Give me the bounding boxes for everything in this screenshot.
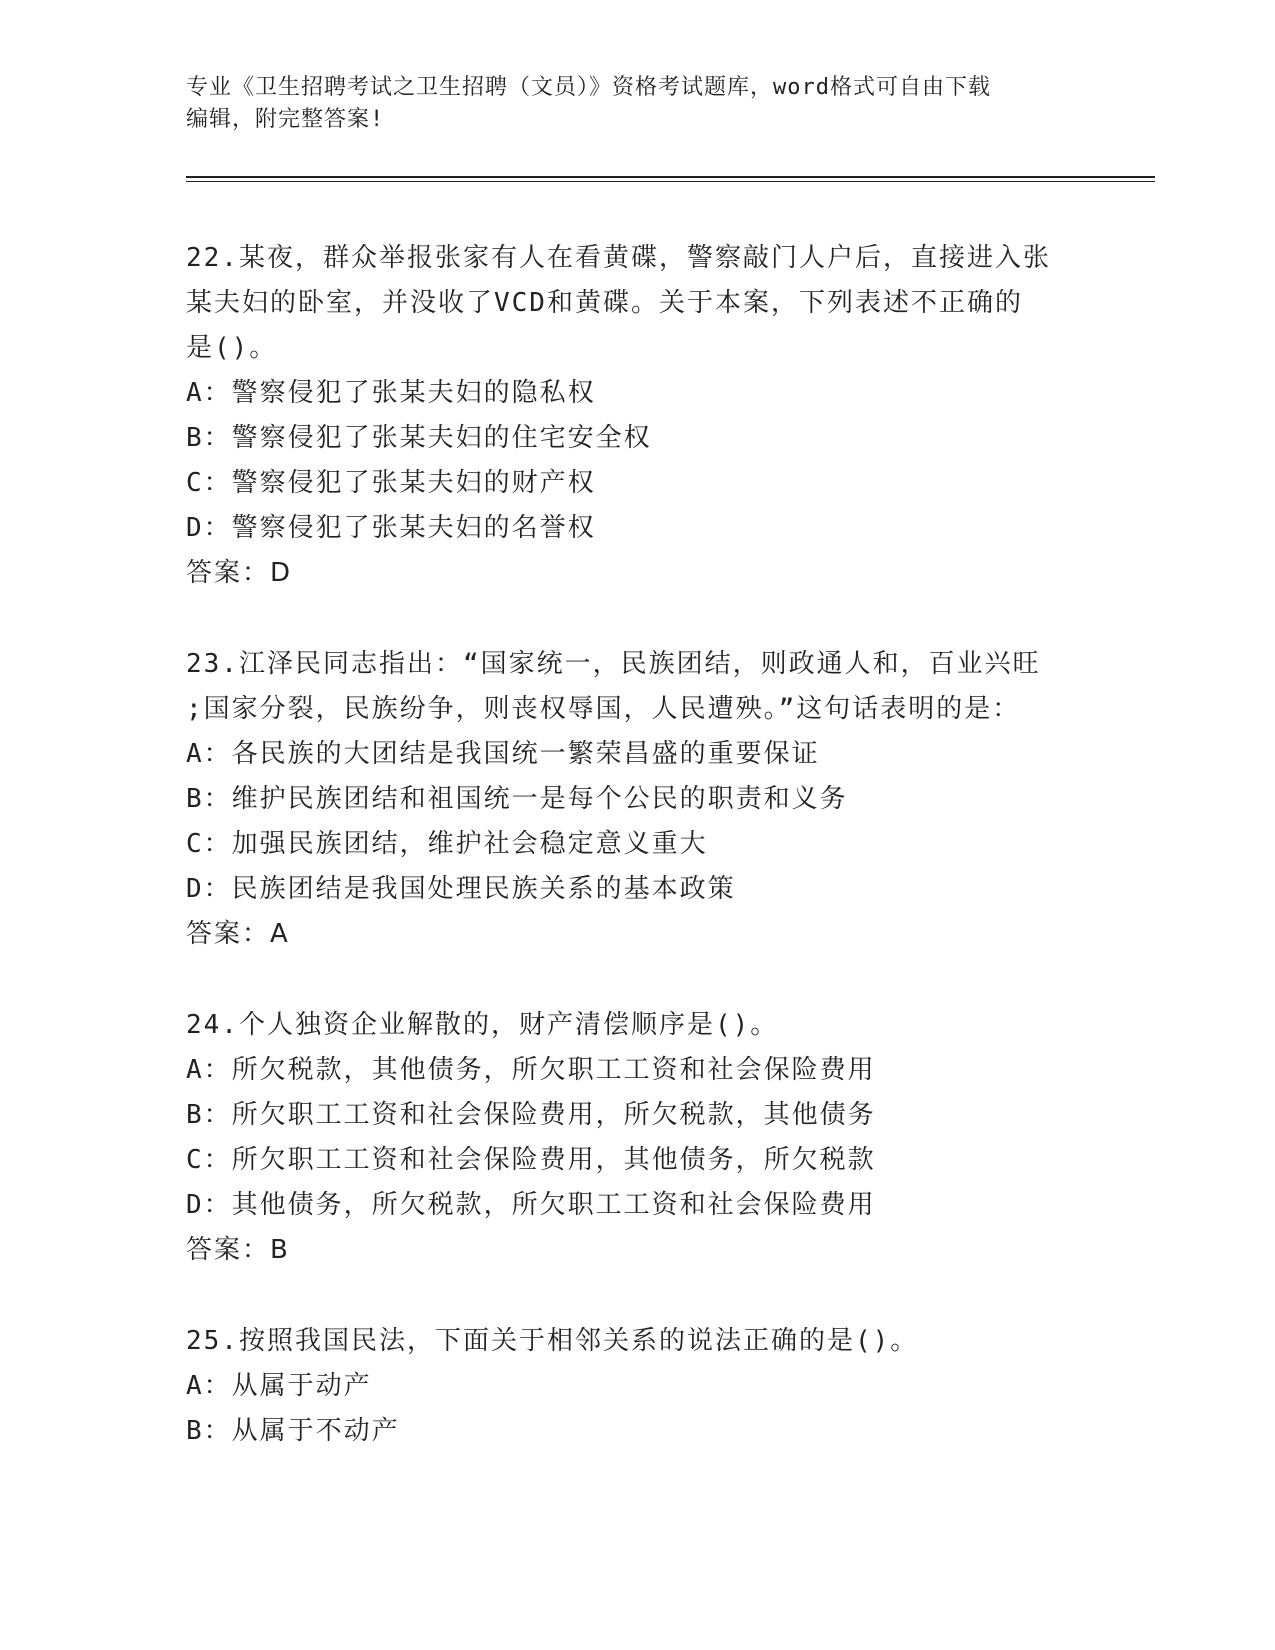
option-b: B：警察侵犯了张某夫妇的住宅安全权 bbox=[186, 423, 652, 453]
question-stem-line: 24.个人独资企业解散的，财产清偿顺序是()。 bbox=[186, 1010, 779, 1040]
option-a: A：所欠税款，其他债务，所欠职工工资和社会保险费用 bbox=[186, 1055, 876, 1085]
option-a: A：警察侵犯了张某夫妇的隐私权 bbox=[186, 378, 596, 408]
question-22 bbox=[186, 236, 1086, 596]
question-stem-line: 某夫妇的卧室，并没收了VCD和黄碟。关于本案，下列表述不正确的 bbox=[186, 288, 1023, 318]
option-b: B：所欠职工工资和社会保险费用，所欠税款，其他债务 bbox=[186, 1100, 876, 1130]
option-b: B：从属于不动产 bbox=[186, 1416, 400, 1446]
question-24 bbox=[186, 1003, 1086, 1273]
document-header bbox=[186, 72, 1086, 136]
question-stem-line: 22.某夜，群众举报张家有人在看黄碟，警察敲门人户后，直接进入张 bbox=[186, 243, 1051, 273]
question-stem-line: 是()。 bbox=[186, 333, 278, 363]
option-d: D：民族团结是我国处理民族关系的基本政策 bbox=[186, 874, 736, 904]
option-c: C：警察侵犯了张某夫妇的财产权 bbox=[186, 468, 596, 498]
question-list bbox=[186, 236, 1086, 1500]
question-stem-line: ;国家分裂，民族纷争，则丧权辱国，人民遭殃。”这句话表明的是： bbox=[186, 694, 1021, 724]
option-b: B：维护民族团结和祖国统一是每个公民的职责和义务 bbox=[186, 784, 848, 814]
option-c: C：加强民族团结，维护社会稳定意义重大 bbox=[186, 829, 708, 859]
option-a: A：从属于动产 bbox=[186, 1371, 372, 1401]
option-d: D：其他债务，所欠税款，所欠职工工资和社会保险费用 bbox=[186, 1190, 876, 1220]
option-c: C：所欠职工工资和社会保险费用，其他债务，所欠税款 bbox=[186, 1145, 876, 1175]
question-23 bbox=[186, 642, 1086, 957]
option-a: A：各民族的大团结是我国统一繁荣昌盛的重要保证 bbox=[186, 739, 820, 769]
option-d: D：警察侵犯了张某夫妇的名誉权 bbox=[186, 513, 596, 543]
header-divider-bottom bbox=[186, 181, 1155, 182]
question-stem-line: 25.按照我国民法，下面关于相邻关系的说法正确的是()。 bbox=[186, 1326, 919, 1356]
header-divider-top bbox=[186, 176, 1155, 178]
header-line-2: 编辑，附完整答案! bbox=[186, 107, 385, 132]
answer-text: 答案：B bbox=[186, 1235, 290, 1265]
answer-text: 答案：D bbox=[186, 558, 293, 588]
question-25 bbox=[186, 1319, 1086, 1454]
answer-text: 答案：A bbox=[186, 919, 290, 949]
header-line-1: 专业《卫生招聘考试之卫生招聘（文员）》资格考试题库，word格式可自由下载 bbox=[186, 75, 991, 100]
question-stem-line: 23.江泽民同志指出：“国家统一，民族团结，则政通人和，百业兴旺 bbox=[186, 649, 1041, 679]
